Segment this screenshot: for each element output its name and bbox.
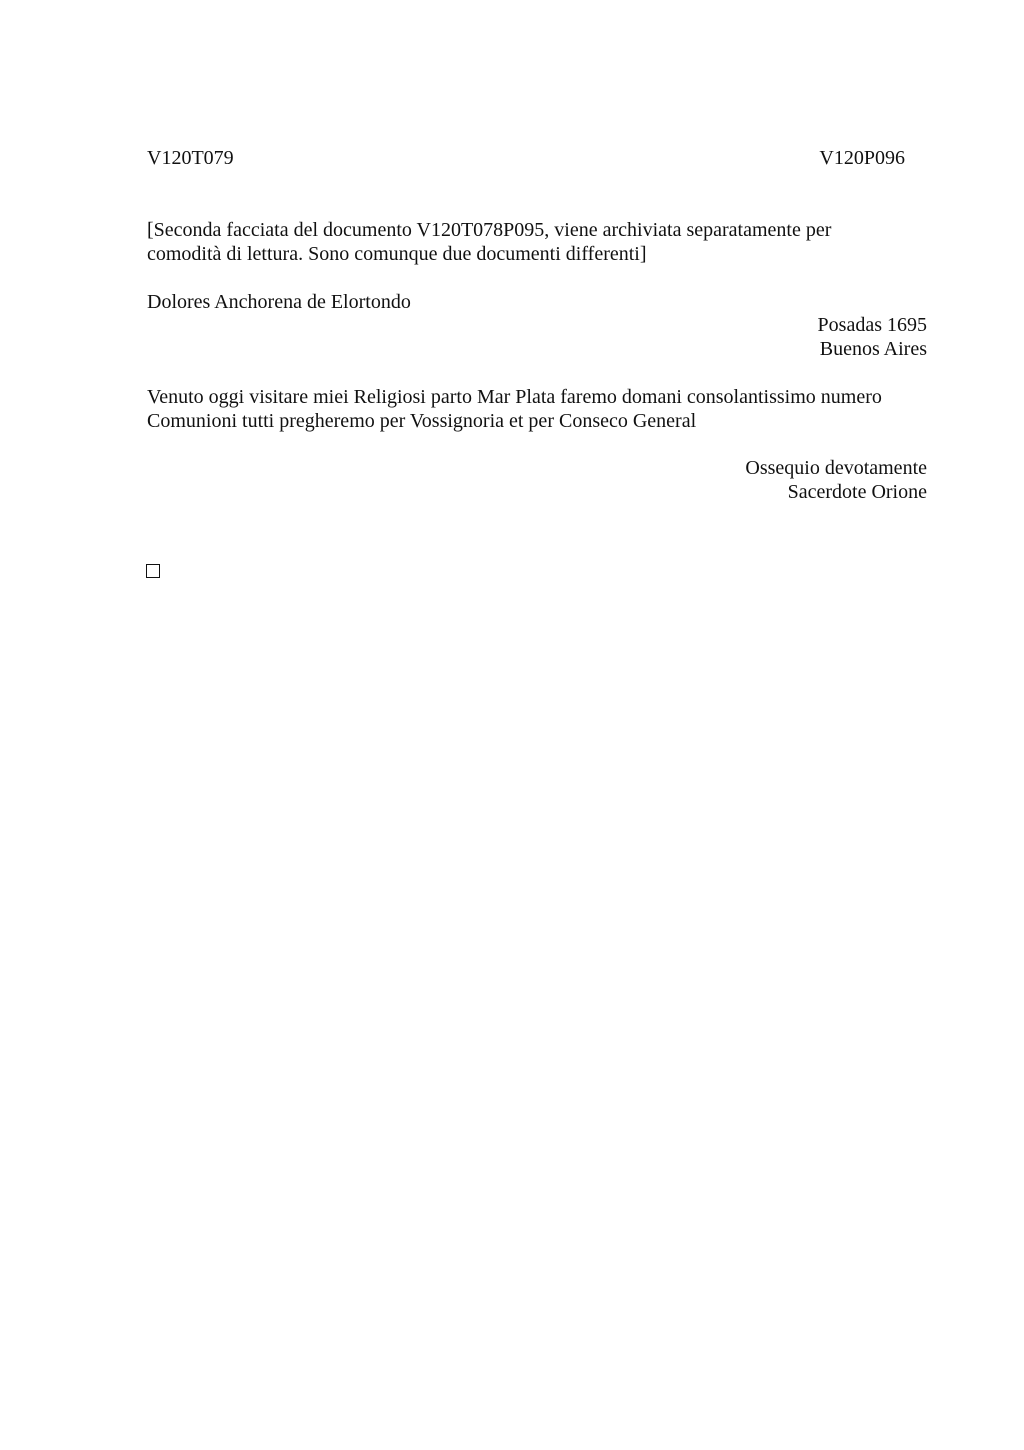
address-city: Buenos Aires xyxy=(819,338,927,360)
archive-note xyxy=(147,218,927,266)
message-body xyxy=(147,385,937,433)
empty-checkbox[interactable] xyxy=(146,564,160,578)
document-code-right: V120P096 xyxy=(819,147,905,169)
archive-note-line-2: comodità di lettura. Sono comunque due documenti differenti] xyxy=(147,243,647,265)
message-line-1: Venuto oggi visitare miei Religiosi parto Mar Plata faremo domani consolantissimo numero xyxy=(147,386,882,408)
archive-note-line-1: [Seconda facciata del documento V120T078P095, viene archiviata separatamente per xyxy=(147,219,832,241)
document-header xyxy=(147,146,905,170)
addressee-name: Dolores Anchorena de Elortondo xyxy=(147,291,411,313)
document-code-left: V120T079 xyxy=(147,147,234,169)
message-line-2: Comunioni tutti pregheremo per Vossignoria et per Conseco General xyxy=(147,410,697,432)
address-block xyxy=(818,313,927,361)
closing-block xyxy=(745,456,927,504)
closing-signature: Sacerdote Orione xyxy=(787,481,927,503)
closing-line-1: Ossequio devotamente xyxy=(745,457,927,479)
address-street: Posadas 1695 xyxy=(817,314,927,336)
